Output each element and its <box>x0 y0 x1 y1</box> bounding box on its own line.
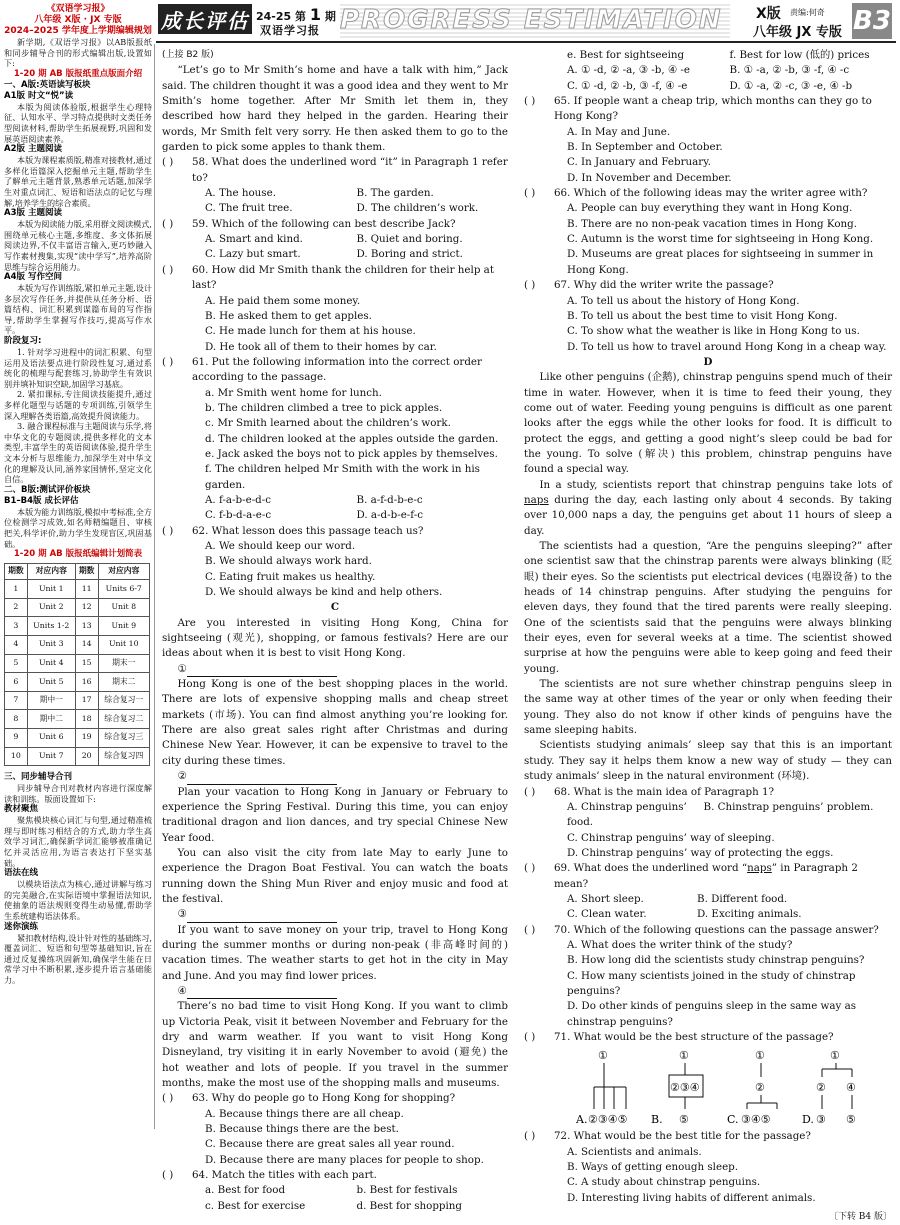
underlined-word: naps <box>524 493 549 506</box>
table-cell: Unit 7 <box>27 747 75 766</box>
options: C. Lazy but smart. D. Boring and strict. <box>205 248 463 261</box>
sidebar-text: 本版为能力训练版,模拟中考标准,全方位检测学习成效,如名师精编题目、审核把关,科学评价,助力学生发现盲区,巩固基础。 <box>4 506 152 549</box>
passage-c-paragraph: You can also visit the city from late May to early June to experience the Dragon Boat Festival. You can watch the boats running down the Shing Mun River and enjoy music and food at the festival. <box>162 846 508 905</box>
question-71: ( ) 71. What would be the best structure of the passage? <box>524 1030 892 1045</box>
table-header: 对应内容 <box>98 564 149 580</box>
question-72: ( ) 72. What would be the best title for the passage? <box>524 1129 892 1144</box>
sidebar-heading: 教材聚焦 <box>4 804 39 815</box>
options: A. The house. B. The garden. <box>205 187 434 200</box>
table-cell: 11 <box>75 580 98 599</box>
passage-b-paragraph: “Let’s go to Mr Smith’s home and have a talk with him,” Jack said. The children thought it was a good idea and they went to Mr Smith’s home together. After Mr Smith let them in, they described how hard they helped in the garden. Hearing their words, Mr Smith felt very sorry. He then asked them to go to the garden to pick some apples to thank them. <box>162 64 508 154</box>
sidebar-text: 本版为阅读能力版,采用群文阅读模式,围绕单元核心主题,多维度、多文体拓展阅读边界,不仅丰富语言输入,更巧妙融入写作素材搜集,实现“读中学写”,培养高阶思维与综合运用能力。 <box>4 219 152 272</box>
section-d-heading: D <box>703 355 713 368</box>
option: B. In September and October. <box>567 141 723 154</box>
event-item: e. Jack asked the boys not to pick apples by themselves. <box>205 447 498 460</box>
table-cell: 16 <box>75 673 98 692</box>
options: A. ① -d, ② -a, ③ -b, ④ -e B. ① -a, ② -b, ③ -f, ④ -c <box>567 64 850 77</box>
option: A. To tell us about the history of Hong Kong. <box>567 294 800 307</box>
answer-blank[interactable]: ( ) <box>162 217 174 230</box>
option: D. Do other kinds of penguins sleep in the same way as chinstrap penguins? <box>567 1000 857 1028</box>
svg-text:①: ① <box>754 1049 765 1063</box>
title-blank-1: ① <box>162 662 508 677</box>
sidebar-heading: A1版 时文“悦”读 <box>4 90 74 101</box>
svg-text:②: ② <box>815 1081 826 1095</box>
svg-text:②: ② <box>754 1081 765 1095</box>
option: C. To show what the weather is like in Hong Kong to us. <box>567 325 860 338</box>
table-row <box>5 580 150 599</box>
title-blank-4: ④ <box>162 984 508 999</box>
answer-blank[interactable]: ( ) <box>524 1130 536 1143</box>
table-cell: 7 <box>5 691 28 710</box>
options: C. f-b-d-a-e-c D. a-d-b-e-f-c <box>205 509 423 522</box>
svg-text:D.: D. <box>801 1113 814 1127</box>
option: A. He paid them some money. <box>205 294 361 307</box>
event-item: c. Mr Smith learned about the children’s work. <box>205 417 451 430</box>
issue-number: 24-25 第 1 期 <box>256 5 336 24</box>
table-row <box>5 710 150 729</box>
option: B. How long did the scientists study chinstrap penguins? <box>567 954 865 967</box>
sidebar-title-1: 《双语学习报》 <box>46 4 110 14</box>
passage-d-paragraph: Like other penguins (企鹅), chinstrap penguins spend much of their time in water. However, when it is time to feed their young, they come out of water. Feeding young penguins is difficult as one parent looks after the eggs while the other looks for food. It is difficult to protect the eggs, and getting a good night’s sleep could be bad for the young. To solve (解决) this problem, chinstrap penguins have found a special way. <box>524 371 892 476</box>
option: B. Because things there are the best. <box>205 1123 399 1136</box>
event-item: f. The children helped Mr Smith with the work in his garden. <box>205 463 480 491</box>
option: A. Scientists and animals. <box>567 1145 702 1158</box>
table-cell: Unit 5 <box>27 673 75 692</box>
answer-blank[interactable]: ( ) <box>524 279 536 292</box>
option: B. He asked them to get apples. <box>205 309 372 322</box>
svg-text:①: ① <box>829 1049 840 1063</box>
passage-c-paragraph: There’s no bad time to visit Hong Kong. If you want to climb up Victoria Peak, visit it between November and February for the dry and warm weather. If you want to visit Hong Kong Disneyland, try visiting it in early November to avoid (避免) the hot weather and lots of people. If you travel in the summer months, make the most use of the shopping malls and museums. <box>162 1000 508 1090</box>
question-65: ( ) 65. If people want a cheap trip, which months can they go to Hong Kong? <box>524 94 892 125</box>
table-cell: Unit 3 <box>27 635 75 654</box>
table-header: 期数 <box>5 564 28 580</box>
table-cell: Unit 9 <box>98 617 149 636</box>
sidebar-heading: 语法在线 <box>4 868 39 879</box>
editor-label: 责编:何奇 <box>790 8 825 17</box>
svg-text:①: ① <box>598 1049 608 1063</box>
table-cell: Unit 1 <box>27 580 75 599</box>
sidebar-title-2: 八年级 X版 · JX 专版 <box>34 15 122 25</box>
table-cell: 15 <box>75 654 98 673</box>
option: D. In November and December. <box>567 171 732 184</box>
options: A. f-a-b-e-d-c B. a-f-d-b-e-c <box>205 493 423 506</box>
svg-text:B.: B. <box>651 1113 663 1127</box>
options: A. Smart and kind. B. Quiet and boring. <box>205 233 463 246</box>
question-70: ( ) 70. Which of the following questions can the passage answer? <box>524 923 892 938</box>
option: A. Because things there are all cheap. <box>205 1107 404 1120</box>
grade-label: 八年级 JX 专版 <box>753 25 842 40</box>
options: A. Chinstrap penguins’ food. B. Chinstrap penguins’ problem. <box>567 800 874 829</box>
options: C. The fruit tree. D. The children’s work. <box>205 202 479 215</box>
svg-text:⑤: ⑤ <box>679 1113 690 1127</box>
fill-blank[interactable] <box>187 774 337 785</box>
edit-plan-sidebar <box>4 4 152 1124</box>
option: B. We should always work hard. <box>205 555 372 568</box>
table-cell: 10 <box>5 747 28 766</box>
table-row <box>5 598 150 617</box>
sidebar-heading: 三、同步辅导合刊 <box>4 772 73 783</box>
options: A. Short sleep. B. Different food. <box>567 892 788 905</box>
sidebar-text: 聚焦模块核心词汇与句型,通过精准梳理与即时练习相结合的方式,助力学生高效学习词汇,确保新学词汇能够被准确记忆并灵活应用,为语言表达打下坚实基础。 <box>4 815 152 868</box>
continued-label: (上接 B2 版) <box>162 50 214 60</box>
option: A. What does the writer think of the study? <box>567 938 793 951</box>
sidebar-heading: B1–B4版 成长评估 <box>4 495 79 506</box>
table-cell: Unit 10 <box>98 635 149 654</box>
table-cell: Units 1-2 <box>27 617 75 636</box>
answer-blank[interactable]: ( ) <box>524 1031 536 1043</box>
table-cell: 9 <box>5 728 28 747</box>
question-66: ( ) 66. Which of the following ideas may the writer agree with? <box>524 186 892 201</box>
page-badge: B3 <box>852 3 892 39</box>
table-cell: 1 <box>5 580 28 599</box>
fill-blank[interactable] <box>187 666 337 677</box>
event-item: a. Mr Smith went home for lunch. <box>205 386 382 399</box>
sidebar-heading: 阶段复习: <box>4 336 42 347</box>
sidebar-text: 同步辅导合刊对教材内容进行深度解读和训练。版面设置如下: <box>4 783 152 804</box>
table-cell: 12 <box>75 598 98 617</box>
options: e. Best for sightseeing f. Best for low (低的) prices <box>567 49 870 61</box>
passage-d-paragraph: The scientists had a question, “Are the penguins sleeping?” after one scientist saw that the chinstrap parents were always blinking (眨眼) their eyes. So the scientists put electrical devices (电器设备) to the heads of 14 chinstrap penguins. After studying the penguins for eleven days, they found that the tired parents were really sleeping. One of the scientists said that the penguins were always blinking their eyes, even for several weeks at a time. The scientist showed surprise at how the penguins were able to keep going and feed their young. <box>524 540 892 675</box>
structure-option-d[interactable] <box>802 1047 872 1127</box>
question-67: ( ) 67. Why did the writer write the passage? <box>524 278 892 293</box>
table-row <box>5 728 150 747</box>
svg-text:③④⑤: ③④⑤ <box>740 1113 771 1127</box>
sidebar-text: 2. 紧扣课标,专注阅读技能提升,通过多样化题型与话题的专项训练,引领学生深入理解各类语篇,高效提升阅读能力。 <box>4 389 152 421</box>
structure-option-c[interactable] <box>727 1047 797 1127</box>
table-body <box>5 580 150 766</box>
table-header: 对应内容 <box>27 564 75 580</box>
sidebar-heading: 二、B版:测试评价板块 <box>4 484 91 495</box>
structure-diagrams <box>524 1047 892 1127</box>
answer-blank[interactable]: ( ) <box>524 923 536 936</box>
option: D. He took all of them to their homes by car. <box>205 340 437 353</box>
sidebar-text: 本版为写作训练版,紧扣单元主题,设计多层次写作任务,并提供从任务分析、语篇结构、词汇积累到谋篇布局的写作指导,帮助学生掌握写作技巧,提高写作水平。 <box>4 283 152 336</box>
sidebar-heading: A3版 主题阅读 <box>4 208 62 219</box>
option: D. To tell us how to travel around Hong Kong in a cheap way. <box>567 340 887 353</box>
event-item: b. The children climbed a tree to pick apples. <box>205 401 443 414</box>
option: D. We should always be kind and help others. <box>205 586 443 599</box>
table-cell: 13 <box>75 617 98 636</box>
right-column <box>524 48 892 1225</box>
table-cell: 综合复习四 <box>98 747 149 766</box>
answer-blank[interactable]: ( ) <box>162 263 174 276</box>
answer-blank[interactable]: ( ) <box>524 187 536 200</box>
edition-label: X版 <box>756 6 781 22</box>
svg-text:①: ① <box>679 1049 690 1063</box>
table-row <box>5 691 150 710</box>
table-cell: 6 <box>5 673 28 692</box>
table-cell: 4 <box>5 635 28 654</box>
question-58: ( ) 58. What does the underlined word “it” in Paragraph 1 refer to? <box>162 155 508 186</box>
table-cell: 期末一 <box>98 654 149 673</box>
table-cell: 期中二 <box>27 710 75 729</box>
sidebar-text: 本版为课程素质版,精准对接教材,通过多样化语篇深入挖掘单元主题,帮助学生了解单元主题背景,熟悉单元话题,加深学生对重点词汇、短语和语法点的记忆与理解,培养学生的综合素质。 <box>4 155 152 208</box>
option: C. How many scientists joined in the study of chinstrap penguins? <box>567 969 856 997</box>
option: C. Eating fruit makes us healthy. <box>205 570 376 583</box>
option: D. Because there are many places for people to shop. <box>205 1153 484 1166</box>
table-cell: Unit 2 <box>27 598 75 617</box>
answer-blank[interactable]: ( ) <box>524 862 536 875</box>
continued-footer: 〔下转 B4 版〕 <box>828 1212 892 1223</box>
option: A. In May and June. <box>567 125 671 138</box>
question-68: ( ) 68. What is the main idea of Paragraph 1? <box>524 785 892 800</box>
section-c-heading: C <box>330 601 340 614</box>
passage-c-paragraph: If you want to save money on your trip, travel to Hong Kong during the summer months or during non-peak (非高峰时间的) vacation times. The weather starts to get hot in the city in May and June. And you may find lower prices. <box>162 923 508 982</box>
option: A. People can buy everything they want in Hong Kong. <box>567 202 853 215</box>
sidebar-heading: A2版 主题阅读 <box>4 144 62 155</box>
table-cell: 20 <box>75 747 98 766</box>
table-cell: Unit 6 <box>27 728 75 747</box>
table-row <box>5 635 150 654</box>
options: a. Best for food b. Best for festivals <box>205 1184 458 1197</box>
sidebar-text: 紧扣教材结构,设计针对性的基础练习,覆盖词汇、短语和句型等基础知识,旨在通过反复操练巩固新知,确保学生能在日常学习中不断积累,逐步提升语言基础能力。 <box>4 932 152 985</box>
svg-text:④: ④ <box>845 1081 856 1095</box>
table-cell: 8 <box>5 710 28 729</box>
option: C. Chinstrap penguins’ way of sleeping. <box>567 831 775 844</box>
question-64: ( ) 64. Match the titles with each part. <box>162 1168 508 1183</box>
table-cell: 18 <box>75 710 98 729</box>
table-cell: 2 <box>5 598 28 617</box>
table-cell: 5 <box>5 654 28 673</box>
question-59: ( ) 59. Which of the following can best describe Jack? <box>162 217 508 232</box>
option: C. Because there are great sales all year round. <box>205 1138 455 1151</box>
table-cell: 3 <box>5 617 28 636</box>
option: B. There are no non-peak vacation times in Hong Kong. <box>567 217 858 230</box>
column-divider <box>154 44 155 1129</box>
question-60: ( ) 60. How did Mr Smith thank the children for their help at last? <box>162 263 508 294</box>
passage-d-paragraph: Scientists studying animals’ sleep say that this is an important study. They say it helps them know a new way of study — they can study animals’ sleep in the natural environment (环境). <box>524 739 892 783</box>
table-cell: 综合复习三 <box>98 728 149 747</box>
option: D. Museums are great places for sightseeing in summer in Hong Kong. <box>567 248 874 276</box>
question-63: ( ) 63. Why do people go to Hong Kong for shopping? <box>162 1091 508 1106</box>
table-row <box>5 617 150 636</box>
edit-plan-table <box>4 563 150 766</box>
answer-blank[interactable]: ( ) <box>162 524 174 537</box>
option: D. Interesting living habits of different animals. <box>567 1191 816 1204</box>
title-blank-3: ③ <box>162 907 508 922</box>
table-cell: Unit 8 <box>98 598 149 617</box>
fill-blank[interactable] <box>187 988 337 999</box>
option: C. In January and February. <box>567 156 711 169</box>
table-cell: 期末二 <box>98 673 149 692</box>
answer-blank[interactable]: ( ) <box>524 95 536 108</box>
question-69: ( ) 69. What does the underlined word “naps” in Paragraph 2 mean? <box>524 861 892 892</box>
sidebar-intro: 新学期,《双语学习报》以AB版报纸和同步辅导合刊的形式编辑出版,设置如下: <box>4 37 152 69</box>
option: B. Ways of getting enough sleep. <box>567 1161 739 1174</box>
structure-option-b[interactable] <box>651 1047 721 1127</box>
sidebar-heading: 迷你演练 <box>4 921 39 932</box>
passage-d-paragraph: In a study, scientists report that chinstrap penguins take lots of naps during the day, each lasting only about 4 seconds. By taking over 10,000 naps a day, the penguins get about 11 hours of sleep a day. <box>524 478 892 537</box>
table-cell: 14 <box>75 635 98 654</box>
option: C. A study about chinstrap penguins. <box>567 1176 761 1189</box>
question-61: ( ) 61. Put the following information into the correct order according to the passage. <box>162 355 508 386</box>
table-cell: 期中一 <box>27 691 75 710</box>
svg-text:③: ③ <box>815 1113 826 1127</box>
sidebar-text: 1. 针对学习进程中的词汇积累、句型运用及语法要点进行阶段性复习,通过系统化的梳理与配套练习,协助学生有效识别并填补知识空缺,加固学习基底。 <box>4 347 152 389</box>
brand-logo: 成长评估 <box>158 4 252 34</box>
question-62: ( ) 62. What lesson does this passage teach us? <box>162 524 508 539</box>
options: C. ① -d, ② -b, ③ -f, ④ -e D. ① -a, ② -c, ③ -e, ④ -b <box>567 79 853 92</box>
table-cell: 综合复习一 <box>98 691 149 710</box>
option: B. To tell us about the best time to visit Hong Kong. <box>567 309 838 322</box>
sidebar-text: 本版为阅读体验版,根据学生心理特征、认知水平、学习特点提供时文类任务型阅读材料,帮助学生拓展视野,巩固和发展英语阅读素养。 <box>4 101 152 144</box>
sidebar-section-heading: 1-20 期 AB 版报纸重点版面介绍 <box>13 68 143 79</box>
svg-text:②③④⑤: ②③④⑤ <box>588 1113 628 1127</box>
table-row <box>5 673 150 692</box>
sidebar-title-3: 2024–2025 学年度上学期编辑规划 <box>4 26 152 36</box>
option: C. He made lunch for them at his house. <box>205 325 416 338</box>
passage-d-paragraph: The scientists are not sure whether chinstrap penguins sleep in the same way at other times of the year or only when feeding their young. They also do not know if other kinds of penguins have the same sleeping habits. <box>524 678 892 737</box>
option: D. Chinstrap penguins’ way of protecting the eggs. <box>567 846 834 859</box>
paper-name: 双语学习报 <box>260 24 320 37</box>
sidebar-section-heading: 1-20 期 AB 版报纸编辑计划简表 <box>13 549 143 560</box>
answer-blank[interactable]: ( ) <box>162 1169 174 1182</box>
svg-text:A.: A. <box>576 1113 588 1127</box>
answer-blank[interactable]: ( ) <box>162 355 174 368</box>
table-cell: 17 <box>75 691 98 710</box>
table-row <box>5 747 150 766</box>
sidebar-text: 3. 融合课程标准与主题阅读与乐学,将中华文化的专题阅读,提供多样化的文本类型,丰富学生的英语阅读体验,提升学生文本分析与思维能力,加深学生对中华文化的理解及认同,涵养家国情怀,坚定文化自信。 <box>4 421 152 485</box>
table-cell: Unit 4 <box>27 654 75 673</box>
answer-blank[interactable]: ( ) <box>524 785 536 798</box>
title-blank-2: ② <box>162 769 508 784</box>
table-cell: 综合复习二 <box>98 710 149 729</box>
options: C. Clean water. D. Exciting animals. <box>567 908 802 921</box>
fill-blank[interactable] <box>187 912 337 923</box>
answer-blank[interactable]: ( ) <box>162 156 174 169</box>
svg-text:⑤: ⑤ <box>845 1113 856 1127</box>
table-cell: Units 6-7 <box>98 580 149 599</box>
structure-option-a[interactable] <box>576 1047 646 1127</box>
banner-title: PROGRESS ESTIMATION <box>340 2 730 38</box>
table-cell: 19 <box>75 728 98 747</box>
header-rule <box>156 41 896 43</box>
svg-text:②③④: ②③④ <box>670 1081 700 1095</box>
sidebar-heading: 一、A版:英语读写板块 <box>4 79 91 90</box>
option: C. Autumn is the worst time for sightseeing in Hong Kong. <box>567 233 874 246</box>
passage-c-paragraph: Hong Kong is one of the best shopping places in the world. There are lots of expensive shopping malls and cheap street markets (市场). You can find almost anything you’re looking for. There are also great sales right after Christmas and during Chinese New Year. However, it can be expensive to travel to the city during these times. <box>162 678 508 767</box>
event-item: d. The children looked at the apples outside the garden. <box>205 432 499 445</box>
sidebar-heading: A4版 写作空间 <box>4 272 62 283</box>
passage-c-intro: Are you interested in visiting Hong Kong, China for sightseeing (观光), shopping, or famous festivals? Here are our ideas about when it is best to visit Hong Kong. <box>162 616 508 660</box>
svg-text:C.: C. <box>726 1113 739 1127</box>
middle-column <box>162 48 508 1214</box>
table-row <box>5 654 150 673</box>
sidebar-text: 以模块语法点为核心,通过讲解与练习的完美融合,在实际语境中掌握语法知识,使抽象的语法规则变得生动易懂,帮助学生系统建构语法体系。 <box>4 879 152 922</box>
table-header: 期数 <box>75 564 98 580</box>
option: A. We should keep our word. <box>205 540 356 552</box>
answer-blank[interactable]: ( ) <box>162 1092 174 1105</box>
passage-c-paragraph: Plan your vacation to Hong Kong in January or February to experience the Spring Festival. During this time, you can enjoy traditional dragon and lion dances, and try special Chinese New Year food. <box>162 785 508 844</box>
options: c. Best for exercise d. Best for shopping <box>205 1199 463 1212</box>
